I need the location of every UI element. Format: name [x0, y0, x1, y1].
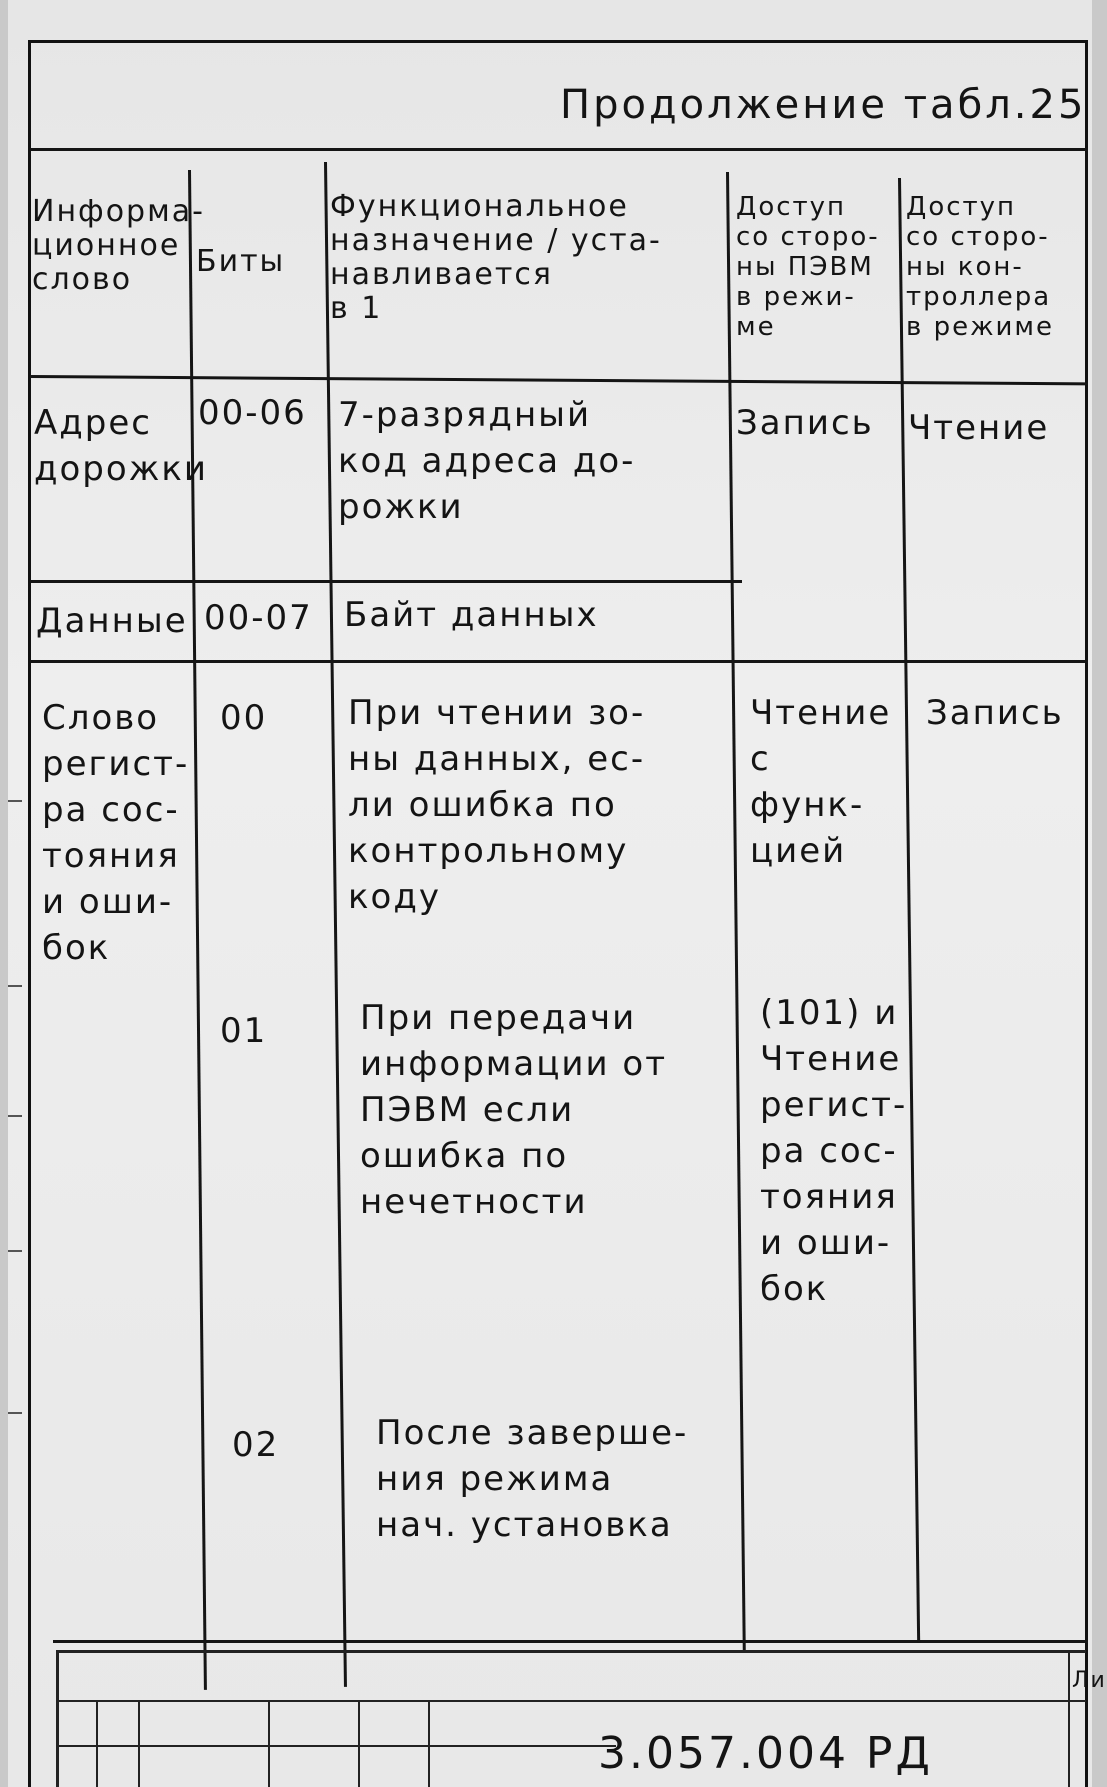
stamp-border — [1068, 1650, 1070, 1787]
header-function: Функциональное назначение / уста- навливается в 1 — [330, 189, 662, 326]
row-status-function-00: При чтении зо- ны данных, ес- ли ошибка по контрольному коду — [348, 693, 646, 917]
table-bottom-border — [53, 1640, 1088, 1643]
row-data-bits: 00-07 — [204, 598, 313, 638]
binding-mark — [8, 985, 22, 987]
row-status-bits-02: 02 — [232, 1425, 280, 1465]
row-status-register-word: Слово регист- ра сос- тояния и оши- бок — [42, 698, 190, 968]
row-status-bits-01: 01 — [220, 1011, 268, 1051]
row-track-address-controller-access: Чтение — [908, 408, 1050, 448]
stamp-border — [56, 1650, 1086, 1653]
binding-mark — [8, 1250, 22, 1252]
sheet-label: Ли — [1072, 1668, 1107, 1693]
row-divider — [30, 580, 742, 583]
row-track-address-function: 7-разрядный код адреса до- рожки — [338, 395, 636, 527]
row-divider — [30, 660, 1088, 663]
row-track-address-bits: 00-06 — [198, 393, 307, 433]
stamp-border — [138, 1700, 140, 1787]
binding-mark — [8, 1115, 22, 1117]
row-status-controller-access: Запись — [926, 693, 1064, 733]
stamp-border — [96, 1700, 98, 1787]
document-code: 3.057.004 РД — [598, 1728, 933, 1779]
binding-mark — [8, 800, 22, 802]
stamp-border — [56, 1650, 59, 1787]
stamp-border — [56, 1745, 616, 1747]
row-data-word: Данные — [36, 601, 188, 641]
stamp-border — [358, 1700, 360, 1787]
header-bits: Биты — [196, 244, 286, 279]
row-track-address-word: Адрес дорожки — [34, 403, 208, 489]
row-status-function-02: После заверше- ния режима нач. установка — [376, 1413, 689, 1545]
row-data-function: Байт данных — [344, 595, 599, 635]
document-sheet — [8, 0, 1107, 1787]
header-controller-access: Доступ со сторо- ны кон- троллера в режиме — [906, 192, 1055, 342]
row-status-pc-access-a: Чтение с функ- цией — [750, 693, 892, 871]
stamp-border — [56, 1700, 1086, 1702]
header-info-word: Информа- ционное слово — [32, 194, 205, 297]
header-pc-access: Доступ со сторо- ны ПЭВМ в режи- ме — [736, 192, 880, 342]
row-track-address-pc-access: Запись — [736, 403, 874, 443]
table-caption: Продолжение табл.25 — [560, 82, 1087, 128]
table-top-border — [30, 148, 1088, 151]
row-status-pc-access-b: (101) и Чтение регист- ра сос- тояния и оши- бок — [760, 993, 908, 1309]
row-status-function-01: При передачи информации от ПЭВМ если ошибка по нечетности — [360, 998, 668, 1222]
row-status-bits-00: 00 — [220, 698, 268, 738]
binding-mark — [8, 1412, 22, 1414]
stamp-border — [428, 1700, 430, 1787]
stamp-border — [268, 1700, 270, 1787]
